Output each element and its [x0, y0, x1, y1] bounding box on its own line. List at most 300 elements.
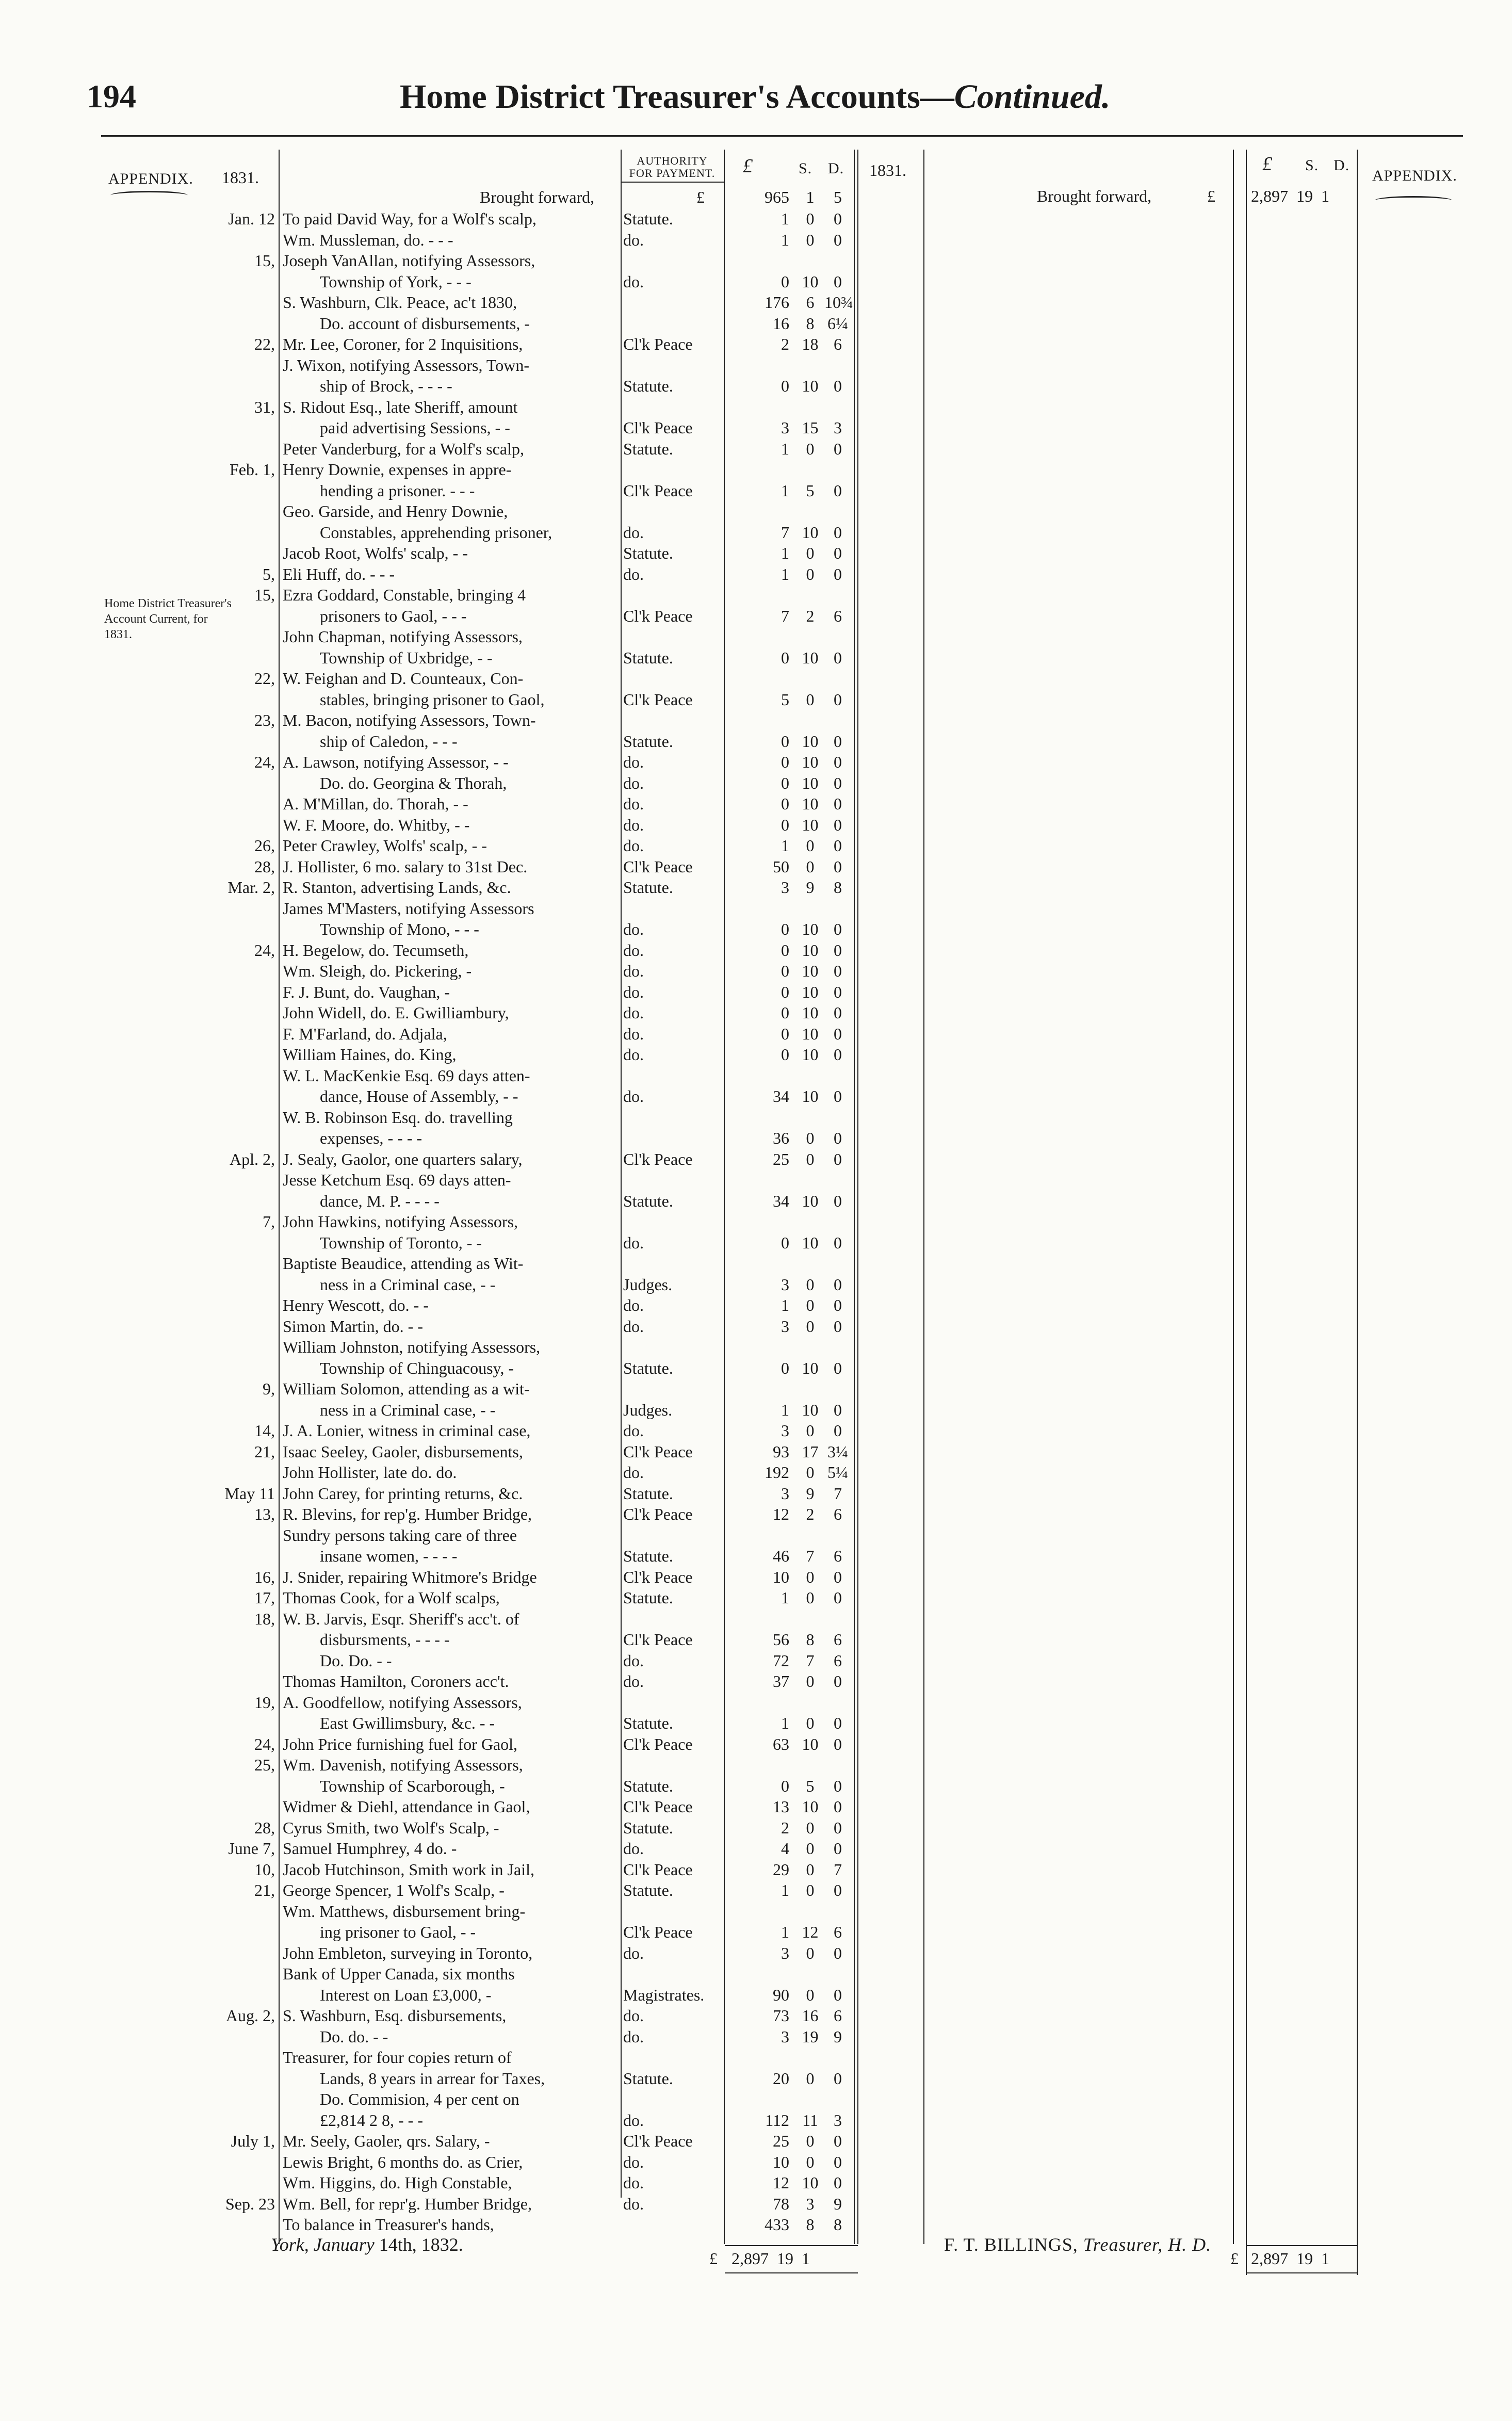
row-date: 13,	[254, 1505, 275, 1523]
row-authority: do.	[623, 2110, 644, 2130]
table-row	[0, 731, 1512, 752]
row-pence: 3	[834, 418, 842, 437]
left-total-bottom-rule	[725, 2272, 858, 2273]
row-pounds: 1	[781, 564, 789, 583]
row-authority: do.	[623, 2027, 644, 2046]
table-row	[0, 292, 1512, 313]
row-pounds: 29	[773, 1860, 789, 1879]
row-description: Do. account of disbursements, -	[320, 314, 530, 333]
table-row	[0, 376, 1512, 396]
row-authority: do.	[623, 1045, 644, 1064]
row-shillings: 0	[806, 1129, 815, 1147]
row-shillings: 8	[806, 1630, 815, 1649]
table-row	[0, 230, 1512, 250]
row-description: Township of Scarborough, -	[320, 1776, 505, 1795]
row-date: June 7,	[228, 1839, 275, 1858]
page-title	[400, 77, 1110, 117]
row-authority: Statute.	[623, 1818, 673, 1837]
row-pounds: 25	[773, 1149, 789, 1168]
row-authority: do.	[623, 2194, 644, 2213]
row-pounds: 7	[781, 523, 789, 542]
row-date: Mar. 2,	[227, 878, 275, 897]
row-shillings: 0	[806, 1818, 815, 1837]
row-authority: Cl'k Peace	[623, 1630, 693, 1649]
row-shillings: 10	[802, 1233, 819, 1252]
table-row	[0, 1880, 1512, 1900]
table-row	[0, 2089, 1512, 2109]
row-pence: 6	[834, 1505, 842, 1523]
row-pounds: 78	[773, 2194, 789, 2213]
row-pence: 0	[834, 1233, 842, 1252]
row-shillings: 10	[802, 1003, 819, 1022]
row-description: Do. Do. - -	[320, 1651, 392, 1670]
row-pence: 0	[834, 1776, 842, 1795]
table-row	[0, 793, 1512, 814]
row-description: W. F. Moore, do. Whitby, - -	[283, 815, 470, 834]
row-authority: Statute.	[623, 878, 673, 897]
row-authority: do.	[623, 523, 644, 542]
row-pence: 0	[834, 1129, 842, 1147]
row-description: Samuel Humphrey, 4 do. -	[283, 1839, 457, 1858]
row-pounds: 72	[773, 1651, 789, 1670]
row-shillings: 0	[806, 1672, 815, 1691]
left-total-symbol: £	[709, 2249, 718, 2268]
row-description: ship of Brock, - - - -	[320, 377, 452, 395]
table-row	[0, 1546, 1512, 1566]
row-pounds: 3	[781, 1484, 789, 1503]
left-total-top-rule	[725, 2245, 858, 2246]
row-pounds: 176	[765, 293, 789, 312]
row-authority: Statute.	[623, 1358, 673, 1377]
row-authority: do.	[623, 794, 644, 813]
row-description: Thomas Hamilton, Coroners acc't.	[283, 1672, 509, 1691]
row-date: 24,	[254, 940, 275, 960]
row-date: 19,	[254, 1693, 275, 1712]
row-pounds: 0	[781, 648, 789, 667]
table-row	[0, 1441, 1512, 1462]
row-shillings: 0	[806, 1860, 815, 1879]
row-pounds: 192	[765, 1463, 789, 1482]
row-authority: Statute.	[623, 1588, 673, 1607]
row-shillings: 2	[806, 606, 815, 625]
row-authority: Cl'k Peace	[623, 1923, 693, 1941]
row-pounds: 1	[781, 1400, 789, 1419]
row-description: A. M'Millan, do. Thorah, - -	[283, 794, 468, 813]
row-shillings: 9	[806, 878, 815, 897]
row-shillings: 10	[802, 272, 819, 291]
row-shillings: 2	[806, 1505, 815, 1523]
left-brought-forward-shillings: 1	[806, 188, 815, 206]
row-shillings: 16	[802, 2006, 819, 2025]
row-pounds: 10	[773, 1567, 789, 1586]
row-description: M. Bacon, notifying Assessors, Town-	[283, 711, 536, 729]
row-date: 15,	[254, 586, 275, 604]
table-row	[0, 501, 1512, 522]
row-shillings: 10	[802, 773, 819, 792]
table-row	[0, 2152, 1512, 2172]
row-shillings: 0	[806, 2132, 815, 2150]
row-shillings: 7	[806, 1651, 815, 1670]
row-description: A. Lawson, notifying Assessor, - -	[283, 753, 509, 771]
row-description: Eli Huff, do. - - -	[283, 564, 395, 583]
left-col-pence-header: D.	[828, 160, 844, 177]
row-authority: do.	[623, 940, 644, 960]
row-date: 23,	[254, 711, 275, 729]
row-date: Aug. 2,	[225, 2006, 275, 2025]
right-total-top-rule	[1246, 2245, 1358, 2246]
row-authority: Statute.	[623, 1547, 673, 1565]
row-pence: 8	[834, 878, 842, 897]
row-date: Sep. 23	[225, 2194, 275, 2213]
row-description: ship of Caledon, - - -	[320, 732, 458, 751]
row-pence: 0	[834, 1149, 842, 1168]
row-description: Constables, apprehending prisoner,	[320, 523, 552, 542]
authority-header-line1: AUTHORITY	[637, 154, 708, 167]
row-authority: do.	[623, 1421, 644, 1440]
row-description: dance, House of Assembly, - -	[320, 1087, 518, 1106]
row-authority: Statute.	[623, 439, 673, 458]
table-row	[0, 940, 1512, 961]
table-row	[0, 1608, 1512, 1629]
row-shillings: 8	[806, 2215, 815, 2234]
row-pence: 0	[834, 753, 842, 771]
row-pence: 0	[834, 1839, 842, 1858]
table-row	[0, 1963, 1512, 1984]
row-authority: do.	[623, 1672, 644, 1691]
table-row	[0, 1358, 1512, 1378]
row-authority: Cl'k Peace	[623, 481, 693, 500]
row-authority: do.	[623, 230, 644, 249]
row-authority: Statute.	[623, 209, 673, 228]
row-description: R. Blevins, for rep'g. Humber Bridge,	[283, 1505, 532, 1523]
row-description: S. Washburn, Clk. Peace, ac't 1830,	[283, 293, 517, 312]
row-description: expenses, - - - -	[320, 1129, 422, 1147]
row-shillings: 10	[802, 1734, 819, 1753]
row-description: Jacob Root, Wolfs' scalp, - -	[283, 544, 468, 562]
table-row	[0, 1838, 1512, 1859]
left-total-amount: 2,897 19 1	[731, 2249, 810, 2268]
row-pounds: 73	[773, 2006, 789, 2025]
header-rule	[101, 135, 1463, 137]
footer-date-month: January	[313, 2234, 375, 2255]
table-row	[0, 2110, 1512, 2131]
row-date: 14,	[254, 1421, 275, 1440]
row-description: W. Feighan and D. Counteaux, Con-	[283, 669, 524, 688]
table-row	[0, 1525, 1512, 1546]
left-rule-header-auth	[621, 182, 724, 183]
row-shillings: 7	[806, 1547, 815, 1565]
row-shillings: 17	[802, 1442, 819, 1461]
row-pounds: 1	[781, 1923, 789, 1941]
row-pounds: 1	[781, 1881, 789, 1899]
row-date: Feb. 1,	[230, 460, 275, 479]
table-row	[0, 856, 1512, 877]
table-row	[0, 1754, 1512, 1775]
table-row	[0, 522, 1512, 543]
row-pence: 0	[834, 1400, 842, 1419]
row-authority: Judges.	[623, 1275, 673, 1294]
row-authority: do.	[623, 564, 644, 583]
row-pence: 0	[834, 648, 842, 667]
row-description: John Hawkins, notifying Assessors,	[283, 1212, 518, 1231]
row-pence: 0	[834, 690, 842, 709]
row-authority: do.	[623, 2173, 644, 2192]
right-brought-forward-symbol: £	[1207, 187, 1215, 205]
row-date: 18,	[254, 1609, 275, 1628]
row-date: 15,	[254, 251, 275, 270]
row-authority: do.	[623, 1463, 644, 1482]
row-authority: do.	[623, 1024, 644, 1043]
row-authority: do.	[623, 1839, 644, 1858]
table-row	[0, 250, 1512, 271]
row-pence: 0	[834, 272, 842, 291]
row-description: Geo. Garside, and Henry Downie,	[283, 502, 508, 521]
row-pence: 6	[834, 606, 842, 625]
row-shillings: 0	[806, 1943, 815, 1962]
row-description: H. Begelow, do. Tecumseth,	[283, 940, 469, 960]
row-shillings: 0	[806, 836, 815, 855]
row-description: stables, bringing prisoner to Gaol,	[320, 690, 545, 709]
row-description: Township of Mono, - - -	[320, 920, 479, 938]
row-shillings: 6	[806, 293, 815, 312]
row-pounds: 37	[773, 1672, 789, 1691]
row-shillings: 0	[806, 1421, 815, 1440]
row-shillings: 0	[806, 1149, 815, 1168]
row-pounds: 34	[773, 1087, 789, 1106]
row-authority: do.	[623, 815, 644, 834]
row-pence: 0	[834, 1588, 842, 1607]
row-pounds: 2	[781, 1818, 789, 1837]
row-description: James M'Masters, notifying Assessors	[283, 899, 534, 918]
row-description: Henry Wescott, do. - -	[283, 1296, 429, 1314]
row-pence: 0	[834, 1087, 842, 1106]
right-rule-desc	[1233, 150, 1234, 2244]
row-shillings: 0	[806, 2069, 815, 2088]
row-pence: 6	[834, 1651, 842, 1670]
row-shillings: 0	[806, 1714, 815, 1732]
row-shillings: 10	[802, 794, 819, 813]
row-pounds: 3	[781, 2027, 789, 2046]
row-description: Peter Vanderburg, for a Wolf's scalp,	[283, 439, 524, 458]
table-row	[0, 1191, 1512, 1211]
row-shillings: 12	[802, 1923, 819, 1941]
table-row	[0, 1065, 1512, 1086]
row-description: William Solomon, attending as a wit-	[283, 1379, 530, 1398]
table-row	[0, 1692, 1512, 1713]
table-row	[0, 982, 1512, 1002]
right-rule-amount-a	[1246, 150, 1247, 2275]
table-row	[0, 1107, 1512, 1128]
row-pounds: 0	[781, 962, 789, 980]
row-pence: 0	[834, 1358, 842, 1377]
row-description: John Carey, for printing returns, &c.	[283, 1484, 523, 1503]
row-description: F. J. Bunt, do. Vaughan, -	[283, 982, 450, 1001]
row-pounds: 12	[773, 2173, 789, 2192]
row-description: Jacob Hutchinson, Smith work in Jail,	[283, 1860, 534, 1879]
row-pounds: 0	[781, 1776, 789, 1795]
row-pence: 0	[834, 1943, 842, 1962]
row-date: 16,	[254, 1567, 275, 1586]
table-row	[0, 1587, 1512, 1608]
row-pounds: 5	[781, 690, 789, 709]
row-authority: do.	[623, 1003, 644, 1022]
table-row	[0, 1483, 1512, 1504]
row-shillings: 10	[802, 377, 819, 395]
table-row	[0, 1044, 1512, 1065]
row-description: Wm. Matthews, disbursement bring-	[283, 1902, 526, 1921]
row-shillings: 0	[806, 1275, 815, 1294]
row-pence: 3	[834, 2110, 842, 2130]
table-row	[0, 1796, 1512, 1817]
table-row	[0, 1232, 1512, 1253]
row-authority: Judges.	[623, 1400, 673, 1419]
row-pounds: 3	[781, 1943, 789, 1962]
row-shillings: 10	[802, 815, 819, 834]
row-pence: 0	[834, 815, 842, 834]
table-row	[0, 815, 1512, 835]
footer-place-date	[271, 2234, 463, 2255]
row-description: John Embleton, surveying in Toronto,	[283, 1943, 533, 1962]
row-description: John Chapman, notifying Assessors,	[283, 627, 523, 646]
row-date: 9,	[263, 1379, 275, 1398]
table-row	[0, 1378, 1512, 1399]
row-shillings: 10	[802, 1087, 819, 1106]
row-pounds: 4	[781, 1839, 789, 1858]
table-row	[0, 1901, 1512, 1922]
table-row	[0, 584, 1512, 605]
row-shillings: 0	[806, 1296, 815, 1314]
row-shillings: 11	[802, 2110, 818, 2130]
row-pounds: 0	[781, 920, 789, 938]
row-description: Do. do. - -	[320, 2027, 388, 2046]
row-description: Interest on Loan £3,000, -	[320, 1985, 492, 2004]
row-description: F. M'Farland, do. Adjala,	[283, 1024, 447, 1043]
authority-header-line2: FOR PAYMENT.	[629, 167, 716, 180]
row-shillings: 0	[806, 564, 815, 583]
row-authority: do.	[623, 2006, 644, 2025]
row-authority: Statute.	[623, 377, 673, 395]
row-pounds: 3	[781, 1317, 789, 1336]
row-authority: Statute.	[623, 1776, 673, 1795]
row-description: J. Hollister, 6 mo. salary to 31st Dec.	[283, 857, 528, 876]
row-pounds: 3	[781, 1275, 789, 1294]
row-pence: 9	[834, 2194, 842, 2213]
row-date: 25,	[254, 1756, 275, 1774]
table-row	[0, 835, 1512, 856]
row-pence: 0	[834, 1045, 842, 1064]
row-description: Wm. Mussleman, do. - - -	[283, 230, 453, 249]
table-row	[0, 459, 1512, 480]
right-col-shillings-header: S.	[1305, 157, 1319, 174]
row-pounds: 1	[781, 1296, 789, 1314]
row-pence: 0	[834, 962, 842, 980]
row-pence: 3¼	[827, 1442, 848, 1461]
row-description: £2,814 2 8, - - -	[320, 2110, 423, 2130]
row-pence: 0	[834, 732, 842, 751]
table-row	[0, 1420, 1512, 1441]
left-brought-forward-symbol: £	[696, 188, 705, 206]
row-shillings: 8	[806, 314, 815, 333]
row-pounds: 20	[773, 2069, 789, 2088]
row-pounds: 0	[781, 1024, 789, 1043]
row-pounds: 0	[781, 272, 789, 291]
row-pounds: 0	[781, 732, 789, 751]
row-description: Jesse Ketchum Esq. 69 days atten-	[283, 1171, 511, 1189]
right-brought-forward-label: Brought forward,	[1037, 187, 1152, 205]
footer-place: York,	[271, 2234, 309, 2255]
row-pounds: 0	[781, 1358, 789, 1377]
row-pence: 6	[834, 1547, 842, 1565]
row-pounds: 3	[781, 878, 789, 897]
row-pounds: 34	[773, 1191, 789, 1210]
table-row	[0, 543, 1512, 563]
row-authority: Cl'k Peace	[623, 857, 693, 876]
row-shillings: 15	[802, 418, 819, 437]
row-description: disbursments, - - - -	[320, 1630, 450, 1649]
row-pence: 0	[834, 1734, 842, 1753]
right-col-pence-header: D.	[1334, 157, 1350, 174]
row-date: 26,	[254, 836, 275, 855]
row-shillings: 0	[806, 1881, 815, 1899]
row-shillings: 9	[806, 1484, 815, 1503]
row-pounds: 0	[781, 982, 789, 1001]
left-brought-forward-pounds: 965	[765, 188, 789, 206]
row-description: Township of Chinguacousy, -	[320, 1358, 514, 1377]
row-shillings: 10	[802, 648, 819, 667]
right-appendix-label: APPENDIX.	[1372, 167, 1457, 184]
row-description: J. Sealy, Gaolor, one quarters salary,	[283, 1149, 523, 1168]
row-pence: 0	[834, 1797, 842, 1816]
row-pounds: 0	[781, 1045, 789, 1064]
row-shillings: 5	[806, 1776, 815, 1795]
row-pence: 6	[834, 2006, 842, 2025]
row-pence: 0	[834, 836, 842, 855]
table-row	[0, 355, 1512, 376]
row-authority: Statute.	[623, 648, 673, 667]
table-row	[0, 208, 1512, 229]
table-row	[0, 1169, 1512, 1190]
row-description: R. Stanton, advertising Lands, &c.	[283, 878, 511, 897]
table-row	[0, 2193, 1512, 2214]
row-description: Lands, 8 years in arrear for Taxes,	[320, 2069, 545, 2088]
row-pounds: 0	[781, 1003, 789, 1022]
row-authority: do.	[623, 920, 644, 938]
row-authority: Magistrates.	[623, 1985, 705, 2004]
right-col-pounds-header: £	[1262, 153, 1272, 175]
row-pounds: 1	[781, 209, 789, 228]
left-brought-forward-pence: 5	[834, 188, 842, 206]
row-description: prisoners to Gaol, - - -	[320, 606, 467, 625]
right-total-bottom-rule	[1246, 2272, 1358, 2273]
row-pence: 0	[834, 1191, 842, 1210]
row-pounds: 16	[773, 314, 789, 333]
row-pence: 7	[834, 1860, 842, 1879]
row-description: ing prisoner to Gaol, - -	[320, 1923, 476, 1941]
row-shillings: 10	[802, 1400, 819, 1419]
table-row	[0, 877, 1512, 898]
row-description: Widmer & Diehl, attendance in Gaol,	[283, 1797, 530, 1816]
row-authority: do.	[623, 962, 644, 980]
row-pence: 0	[834, 982, 842, 1001]
row-pence: 0	[834, 2152, 842, 2171]
row-pence: 0	[834, 1567, 842, 1586]
row-shillings: 0	[806, 1839, 815, 1858]
row-pence: 7	[834, 1484, 842, 1503]
table-row	[0, 2172, 1512, 2193]
row-shillings: 10	[802, 920, 819, 938]
row-authority: do.	[623, 982, 644, 1001]
row-description: Wm. Davenish, notifying Assessors,	[283, 1756, 523, 1774]
